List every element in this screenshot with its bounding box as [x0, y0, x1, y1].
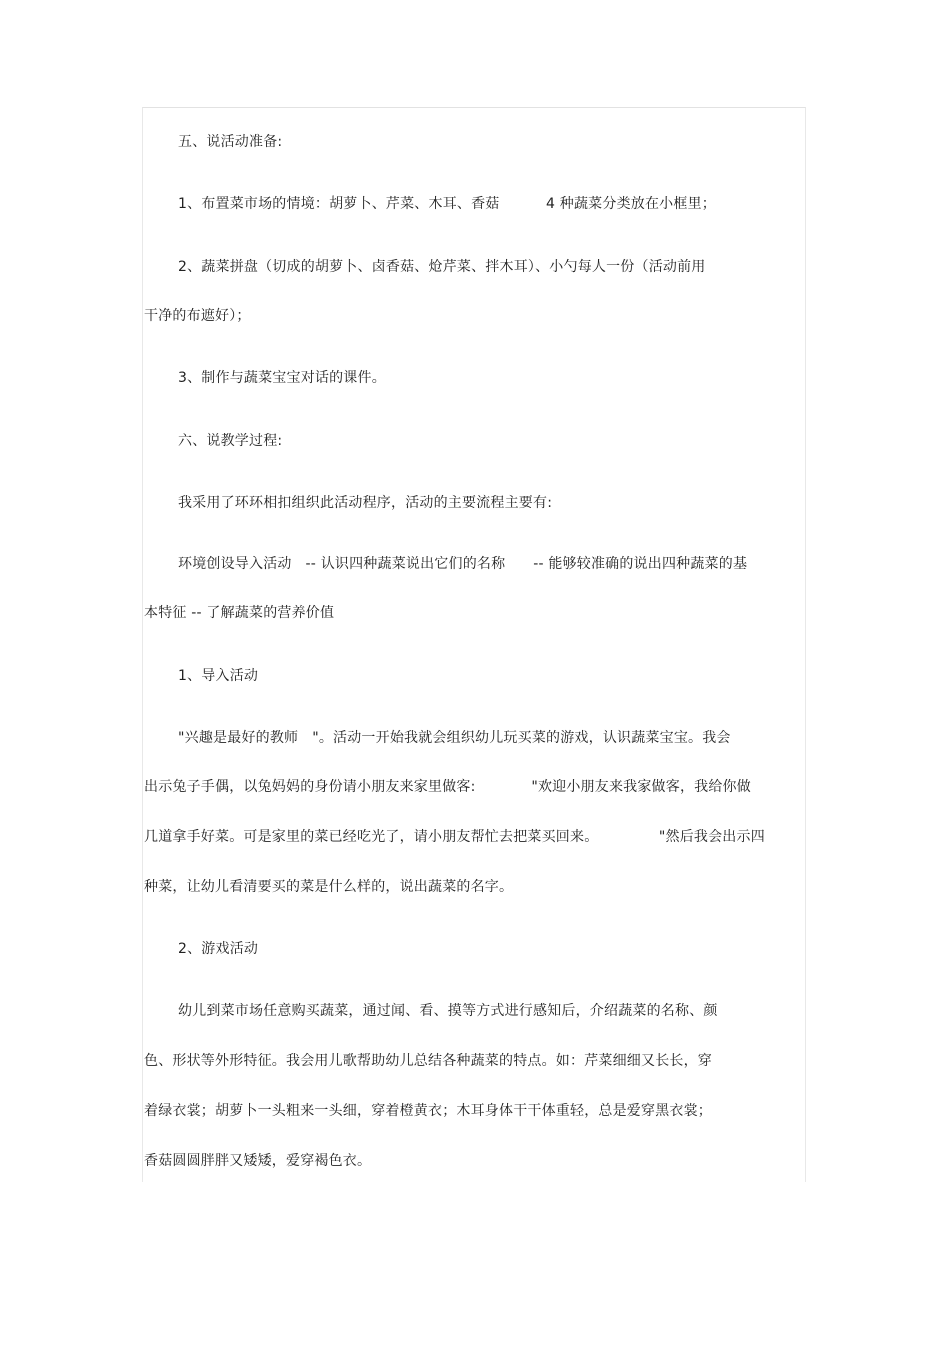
paragraph-line: 干净的布遮好）；: [144, 308, 251, 324]
paragraph-line: 本特征 -- 了解蔬菜的营养价值: [144, 605, 335, 621]
paragraph-line: 几道拿手好菜。可是家里的菜已经吃光了，请小朋友帮忙去把菜买回来。 "然后我会出示四: [144, 829, 765, 845]
paragraph-line: 着绿衣裳；胡萝卜一头粗来一头细，穿着橙黄衣；木耳身体干干体重轻，总是爱穿黑衣裳；: [144, 1103, 712, 1119]
paragraph-line: "兴趣是最好的教师 "。活动一开始我就会组织幼儿玩买菜的游戏，认识蔬菜宝宝。我会: [178, 730, 731, 746]
paragraph-line: 我采用了环环相扣组织此活动程序，活动的主要流程主要有:: [178, 495, 553, 511]
paragraph-line: 1、布置菜市场的情境：胡萝卜、芹菜、木耳、香菇 4 种蔬菜分类放在小框里；: [178, 196, 716, 212]
heading-teaching-process: 六、说教学过程:: [178, 433, 283, 449]
paragraph-line: 幼儿到菜市场任意购买蔬菜，通过闻、看、摸等方式进行感知后，介绍蔬菜的名称、颜: [178, 1003, 718, 1019]
paragraph-line: 色、形状等外形特征。我会用儿歌帮助幼儿总结各种蔬菜的特点。如：芹菜细细又长长，穿: [144, 1053, 712, 1069]
paragraph-line: 种菜，让幼儿看清要买的菜是什么样的，说出蔬菜的名字。: [144, 879, 514, 895]
paragraph-line: 出示兔子手偶，以兔妈妈的身份请小朋友来家里做客: "欢迎小朋友来我家做客，我给你做: [144, 779, 751, 795]
paragraph-line: 3、制作与蔬菜宝宝对话的课件。: [178, 370, 386, 386]
paragraph-line: 2、蔬菜拼盘（切成的胡萝卜、卤香菇、炝芹菜、拌木耳）、小勺每人一份（活动前用: [178, 259, 706, 275]
subheading-game-activity: 2、游戏活动: [178, 941, 259, 957]
subheading-intro-activity: 1、导入活动: [178, 668, 259, 684]
paragraph-line: 环境创设导入活动 -- 认识四种蔬菜说出它们的名称 -- 能够较准确的说出四种蔬菜的基: [178, 556, 748, 572]
heading-preparation: 五、说活动准备:: [178, 134, 283, 150]
paragraph-line: 香菇圆圆胖胖又矮矮，爱穿褐色衣。: [144, 1153, 372, 1169]
